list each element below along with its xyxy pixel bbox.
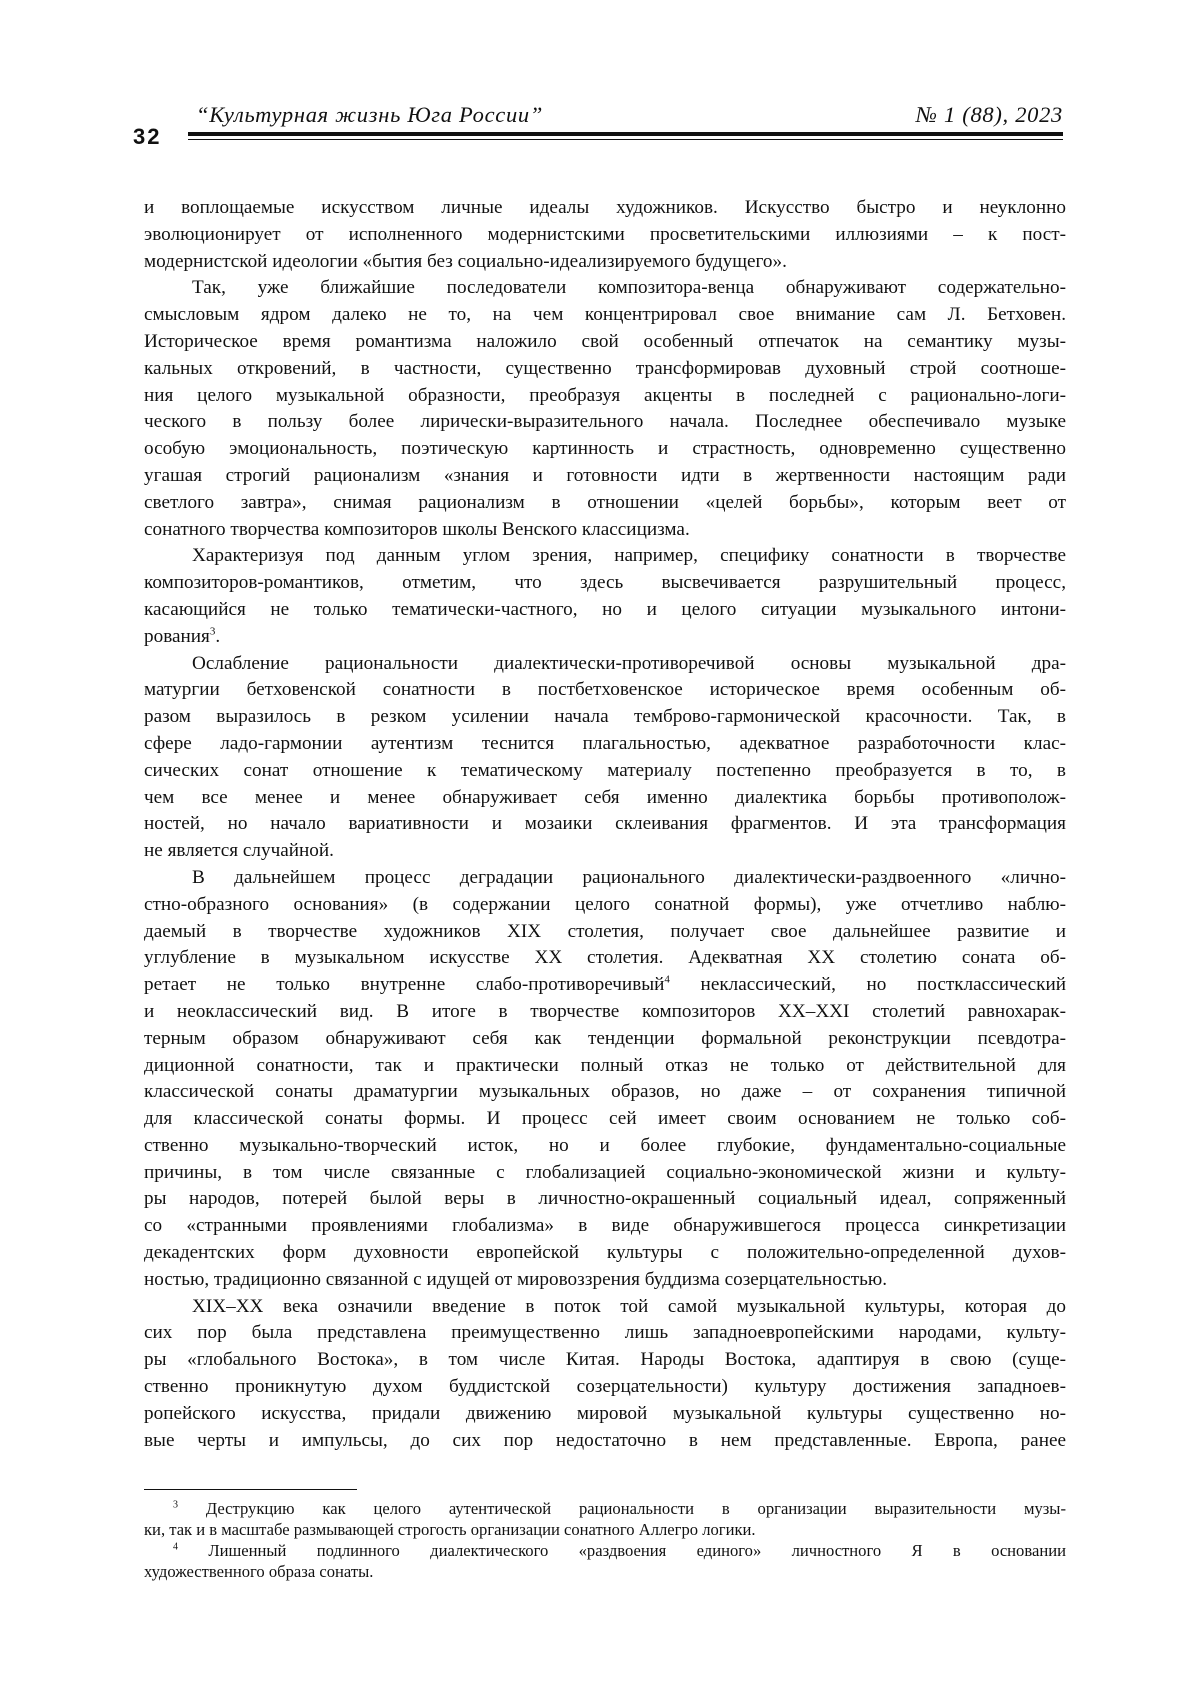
text-line: Так, уже ближайшие последователи композитора-венца обнаруживают содержательно- [144,275,1066,302]
text-line: сих пор была представлена преимущественно лишь западноевропейскими народами, культу- [144,1320,1066,1347]
header-rule-thick [188,132,1063,136]
page-number: 32 [133,124,161,150]
text-line: и воплощаемые искусством личные идеалы художников. Искусство быстро и неуклонно [144,195,1066,222]
text-line: чем все менее и менее обнаруживает себя именно диалектика борьбы противополож- [144,785,1066,812]
text-line: ропейского искусства, придали движению мировой музыкальной культуры существенно но- [144,1401,1066,1428]
text-line: и неоклассический вид. В итоге в творчестве композиторов XX–XXI столетий равнохарак- [144,999,1066,1026]
text-line: стно-образного основания» (в содержании целого сонатной формы), уже отчетливо наблю- [144,892,1066,919]
text-line: классической сонаты драматургии музыкальных образов, но даже – от сохранения типичной [144,1079,1066,1106]
text-line: причины, в том числе связанные с глобализацией социально-экономической жизни и культу- [144,1160,1066,1187]
footnote-line: ки, так и в масштабе размывающей строгость организации сонатного Аллегро логики. [144,1519,1066,1540]
text-line: Характеризуя под данным углом зрения, например, специфику сонатности в творчестве [144,543,1066,570]
text-line: особую эмоциональность, поэтическую картинность и страстность, одновременно существенно [144,436,1066,463]
paragraph [144,1294,1066,1455]
text-line: ностей, но начало вариативности и мозаики склеивания фрагментов. И эта трансформация [144,811,1066,838]
footnote-separator [144,1489,357,1490]
text-fragment: . [215,626,220,647]
text-line: ственно проникнутую духом буддистской созерцательности) культуру достижения западноев- [144,1374,1066,1401]
text-fragment: Лишенный подлинного диалектического «раздвоения единого» личностного Я в основании [208,1541,1066,1560]
text-line: для классической сонаты формы. И процесс сей имеет своим основанием не только соб- [144,1106,1066,1133]
text-line [144,624,1066,651]
text-line: диционной сонатности, так и практически полный отказ не только от действительной для [144,1053,1066,1080]
text-line: смысловым ядром далеко не то, на чем концентрировал свое внимание сам Л. Бетховен. [144,302,1066,329]
text-line: Ослабление рациональности диалектически-противоречивой основы музыкальной дра- [144,651,1066,678]
issue-info: № 1 (88), 2023 [916,102,1063,128]
article-body [144,195,1066,1454]
footnote-ref[interactable]: 3 [210,625,216,637]
text-line: эволюционирует от исполненного модернистскими просветительскими иллюзиями – к пост- [144,222,1066,249]
text-line: ческого в пользу более лирически-выразительного начала. Последнее обеспечивало музыке [144,409,1066,436]
footnote-4 [144,1540,1066,1582]
text-line: матургии бетховенской сонатности в постбетховенское историческое время особенным об- [144,677,1066,704]
text-line: даемый в творчестве художников XIX столетия, получает свое дальнейшее развитие и [144,919,1066,946]
footnote-line [144,1540,1066,1561]
paragraph [144,865,1066,1294]
text-line: ры народов, потерей былой веры в личностно-окрашенный социальный идеал, сопряженный [144,1186,1066,1213]
text-line: декадентских форм духовности европейской культуры с положительно-определенной духов- [144,1240,1066,1267]
footnote-number: 4 [173,1541,178,1552]
paragraph [144,651,1066,865]
text-line: сических сонат отношение к тематическому материалу постепенно преобразуется в то, в [144,758,1066,785]
running-header [133,100,1063,144]
footnotes [144,1498,1066,1582]
header-rule-thin [188,139,1063,140]
text-line: композиторов-романтиков, отметим, что здесь высвечивается разрушительный процесс, [144,570,1066,597]
text-line: ры «глобального Востока», в том числе Китая. Народы Востока, адаптируя в свою (суще- [144,1347,1066,1374]
text-line [144,972,1066,999]
text-line: XIX–XX века означили введение в поток той самой музыкальной культуры, которая до [144,1294,1066,1321]
footnote-ref[interactable]: 4 [664,974,670,986]
text-line: вые черты и импульсы, до сих пор недостаточно в нем представленные. Европа, ранее [144,1428,1066,1455]
footnote-3 [144,1498,1066,1540]
text-line: сонатного творчества композиторов школы Венского классицизма. [144,517,1066,544]
text-fragment: Деструкцию как целого аутентической рациональности в организации выразительности музы- [206,1499,1066,1518]
journal-title: “Культурная жизнь Юга России” [196,102,543,128]
text-line: ния целого музыкальной образности, преобразуя акценты в последней с рационально-логи- [144,383,1066,410]
text-fragment: ретает не только внутренне слабо-противоречивый [144,974,664,995]
text-line: Историческое время романтизма наложило свой особенный отпечаток на семантику музы- [144,329,1066,356]
paragraph [144,543,1066,650]
text-line: светлого завтра», снимая рационализм в отношении «целей борьбы», которым веет от [144,490,1066,517]
text-line: ственно музыкально-творческий исток, но и более глубокие, фундаментально-социальные [144,1133,1066,1160]
text-line: со «странными проявлениями глобализма» в виде обнаружившегося процесса синкретизации [144,1213,1066,1240]
text-line: сфере ладо-гармонии аутентизм теснится плагальностью, адекватное разработочности клас- [144,731,1066,758]
text-line: угашая строгий рационализм «знания и готовности идти в жертвенности настоящим ради [144,463,1066,490]
text-line: ностью, традиционно связанной с идущей от мировоззрения буддизма созерцательностью. [144,1267,1066,1294]
footnote-line: художественного образа сонаты. [144,1561,1066,1582]
paragraph [144,275,1066,543]
footnote-line [144,1498,1066,1519]
text-line: терным образом обнаруживают себя как тенденции формальной реконструкции псевдотра- [144,1026,1066,1053]
text-line: не является случайной. [144,838,1066,865]
paragraph [144,195,1066,275]
text-line: модернистской идеологии «бытия без социально-идеализируемого будущего». [144,249,1066,276]
text-fragment: рования [144,626,210,647]
text-line: В дальнейшем процесс деградации рационального диалектически-раздвоенного «лично- [144,865,1066,892]
footnote-number: 3 [173,1499,178,1510]
text-line: разом выразилось в резком усилении начала темброво-гармонической красочности. Так, в [144,704,1066,731]
text-line: кальных откровений, в частности, существенно трансформировав духовный строй соотноше- [144,356,1066,383]
text-line: касающийся не только тематически-частного, но и целого ситуации музыкального интони- [144,597,1066,624]
text-fragment: неклассический, но постклассический [670,974,1066,995]
text-line: углубление в музыкальном искусстве XX столетия. Адекватная XX столетию соната об- [144,945,1066,972]
